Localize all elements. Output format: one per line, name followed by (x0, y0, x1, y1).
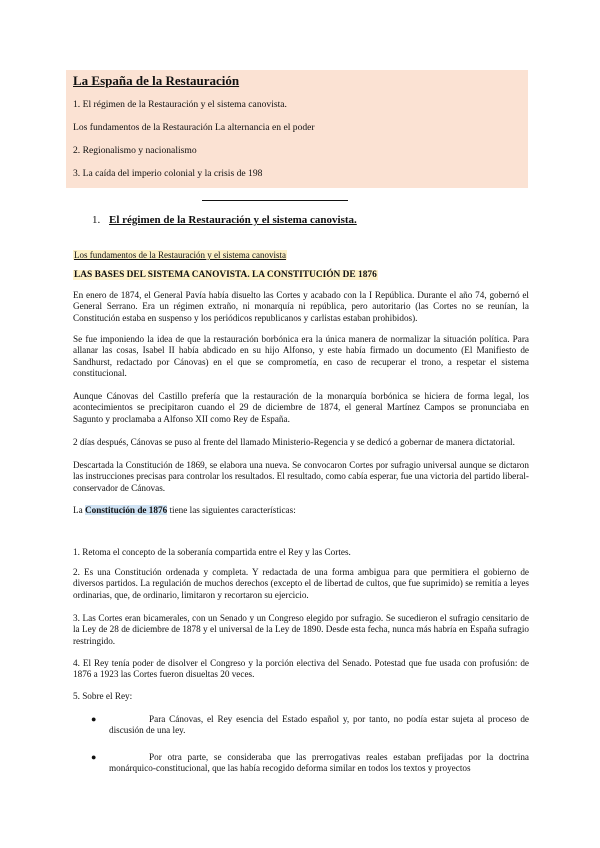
bullet-icon: ● (91, 752, 97, 762)
subsection-link[interactable]: Los fundamentos de la Restauración y el sistema canovista (74, 250, 286, 260)
characteristic-item: 2. Es una Constitución ordenada y completa. Y redactada de una forma ambigua para que permitiera el gobierno de diversos partidos. La regulación de muchos derechos (excepto el de libertad de cultos, que fue suprimido) se remitía a leyes ordinarias, que, de ordinario, limitaron y recortaron su ejercicio. (73, 567, 529, 600)
section-number: 1. (92, 214, 101, 226)
toc-item[interactable]: 3. La caída del imperio colonial y la crisis de 198 (73, 168, 263, 179)
toc-item[interactable]: 2. Regionalismo y nacionalismo (73, 145, 197, 156)
characteristic-item: 5. Sobre el Rey: (73, 691, 133, 701)
paragraph: Aunque Cánovas del Castillo prefería que la restauración de la monarquía borbónica se hiciera de forma legal, los acontecimientos se precipitaron cuando el 29 de diciembre de 1874, el general Martínez Campos se pronunciaba en Sagunto y proclamaba a Alfonso XII como Rey de España. (73, 391, 529, 424)
characteristic-item: 3. Las Cortes eran bicamerales, con un Senado y un Congreso elegido por sufragio. Se sucedieron el sufragio censitario de la Ley de 28 de diciembre de 1878 y el universal de la Ley de 1890. Desde esta fecha, nunca más habría en España sufragio restringido. (73, 613, 529, 646)
paragraph: Se fue imponiendo la idea de que la restauración borbónica era la única manera de normalizar la situación política. Para allanar las cosas, Isabel II había abdicado en su hijo Alfonso, y este había firmado un documento (El Manifiesto de Sandhurst, redactado por Cánovas) en el que se comprometía, en caso de recuperar el trono, a respetar el sistema constitucional. (73, 334, 529, 379)
document-title: La España de la Restauración (73, 73, 240, 88)
toc-item[interactable]: Los fundamentos de la Restauración La alternancia en el poder (73, 122, 315, 133)
paragraph: En enero de 1874, el General Pavía había disuelto las Cortes y acabado con la I República. Durante el año 74, gobernó el General Serrano. Era un régimen extraño, ni monarquía ni república, pero autoritario (las Cortes no se reunían, la Constitución estaba en suspenso y los periódicos republicanos y carlistas estaban prohibidos). (73, 290, 529, 323)
bullet-item: Para Cánovas, el Rey esencia del Estado español y, por tanto, no podía estar sujeta al proceso de discusión de una ley. (109, 714, 529, 736)
characteristic-item: 4. El Rey tenía poder de disolver el Congreso y la porción electiva del Senado. Potestad que fue usada con profusión: de 1876 a 1923 las Cortes fueron disueltas 20 veces. (73, 658, 529, 680)
subsection-heading: LAS BASES DEL SISTEMA CANOVISTA. LA CONSTITUCIÓN DE 1876 (74, 270, 377, 280)
paragraph: 2 días después, Cánovas se puso al frente del llamado Ministerio-Regencia y se dedicó a gobernar de manera dictatorial. (73, 437, 515, 447)
paragraph: Descartada la Constitución de 1869, se elabora una nueva. Se convocaron Cortes por sufragio universal aunque se dictaron las instrucciones precisas para controlar los resultados. El resultado, como cabía esperar, fue una victoria del partido liberal-conservador de Cánovas. (73, 460, 529, 493)
bullet-item: Por otra parte, se consideraba que las prerrogativas reales estaban prefijadas por la doctrina monárquico-constitucional, que las había recogido deforma similar en todos los textos y proyectos (109, 752, 529, 774)
intro-prefix: La (73, 505, 85, 515)
characteristic-item: 1. Retoma el concepto de la soberanía compartida entre el Rey y las Cortes. (73, 547, 351, 557)
section-heading: El régimen de la Restauración y el sistema canovista. (109, 214, 357, 226)
constitution-intro (73, 505, 529, 516)
toc-item[interactable]: 1. El régimen de la Restauración y el sistema canovista. (73, 99, 287, 110)
bullet-icon: ● (91, 714, 97, 724)
constitution-highlight: Constitución de 1876 (85, 505, 168, 515)
intro-suffix: tiene las siguientes características: (167, 505, 296, 515)
divider (202, 200, 348, 201)
